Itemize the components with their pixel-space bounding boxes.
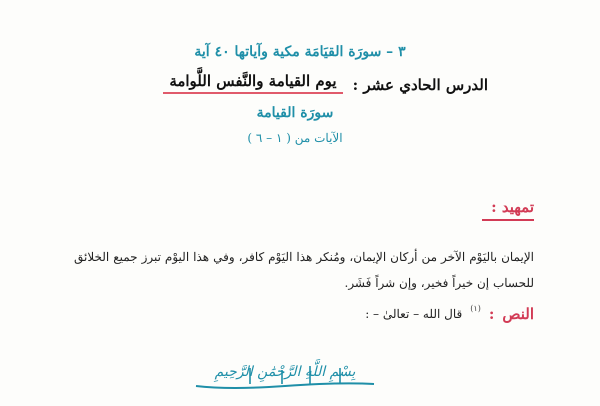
intro-paragraph: الإيمان باليَوْم الآخر من أركان الإيمان، ومُنكر هذا اليَوْم كافر، وفي هذا اليوْم تبرز جميع الخلائق للحساب إن خيراً فخير، وإن شراً فَشَر.	[74, 250, 534, 290]
surah-heading: ٣ – سورَة القيَامَة مكية وآياتها ٤٠ آية	[194, 44, 406, 60]
text-colon: :	[488, 305, 495, 323]
quote-intro: قال الله – تعالىٰ – :	[365, 307, 463, 321]
footnote-marker: (١)	[470, 303, 481, 313]
surah-name: سورَة القيامة	[256, 105, 334, 121]
text-label: النص	[502, 305, 534, 323]
intro-heading-underline	[482, 219, 534, 221]
ayat-range: الآيات من ( ١ – ٦ )	[247, 131, 343, 145]
lesson-number-label: الدرس الحادي عشر :	[352, 76, 488, 94]
lesson-title: يوم القيامة والنَّفس اللَّوامة	[163, 72, 342, 94]
lesson-heading	[163, 72, 488, 94]
intro-heading: تمهيد :	[491, 198, 534, 216]
basmala-text: بِسْمِ اللَّهِ الرَّحْمَٰنِ الرَّحِيمِ	[214, 364, 356, 380]
text-section-heading	[365, 305, 534, 323]
